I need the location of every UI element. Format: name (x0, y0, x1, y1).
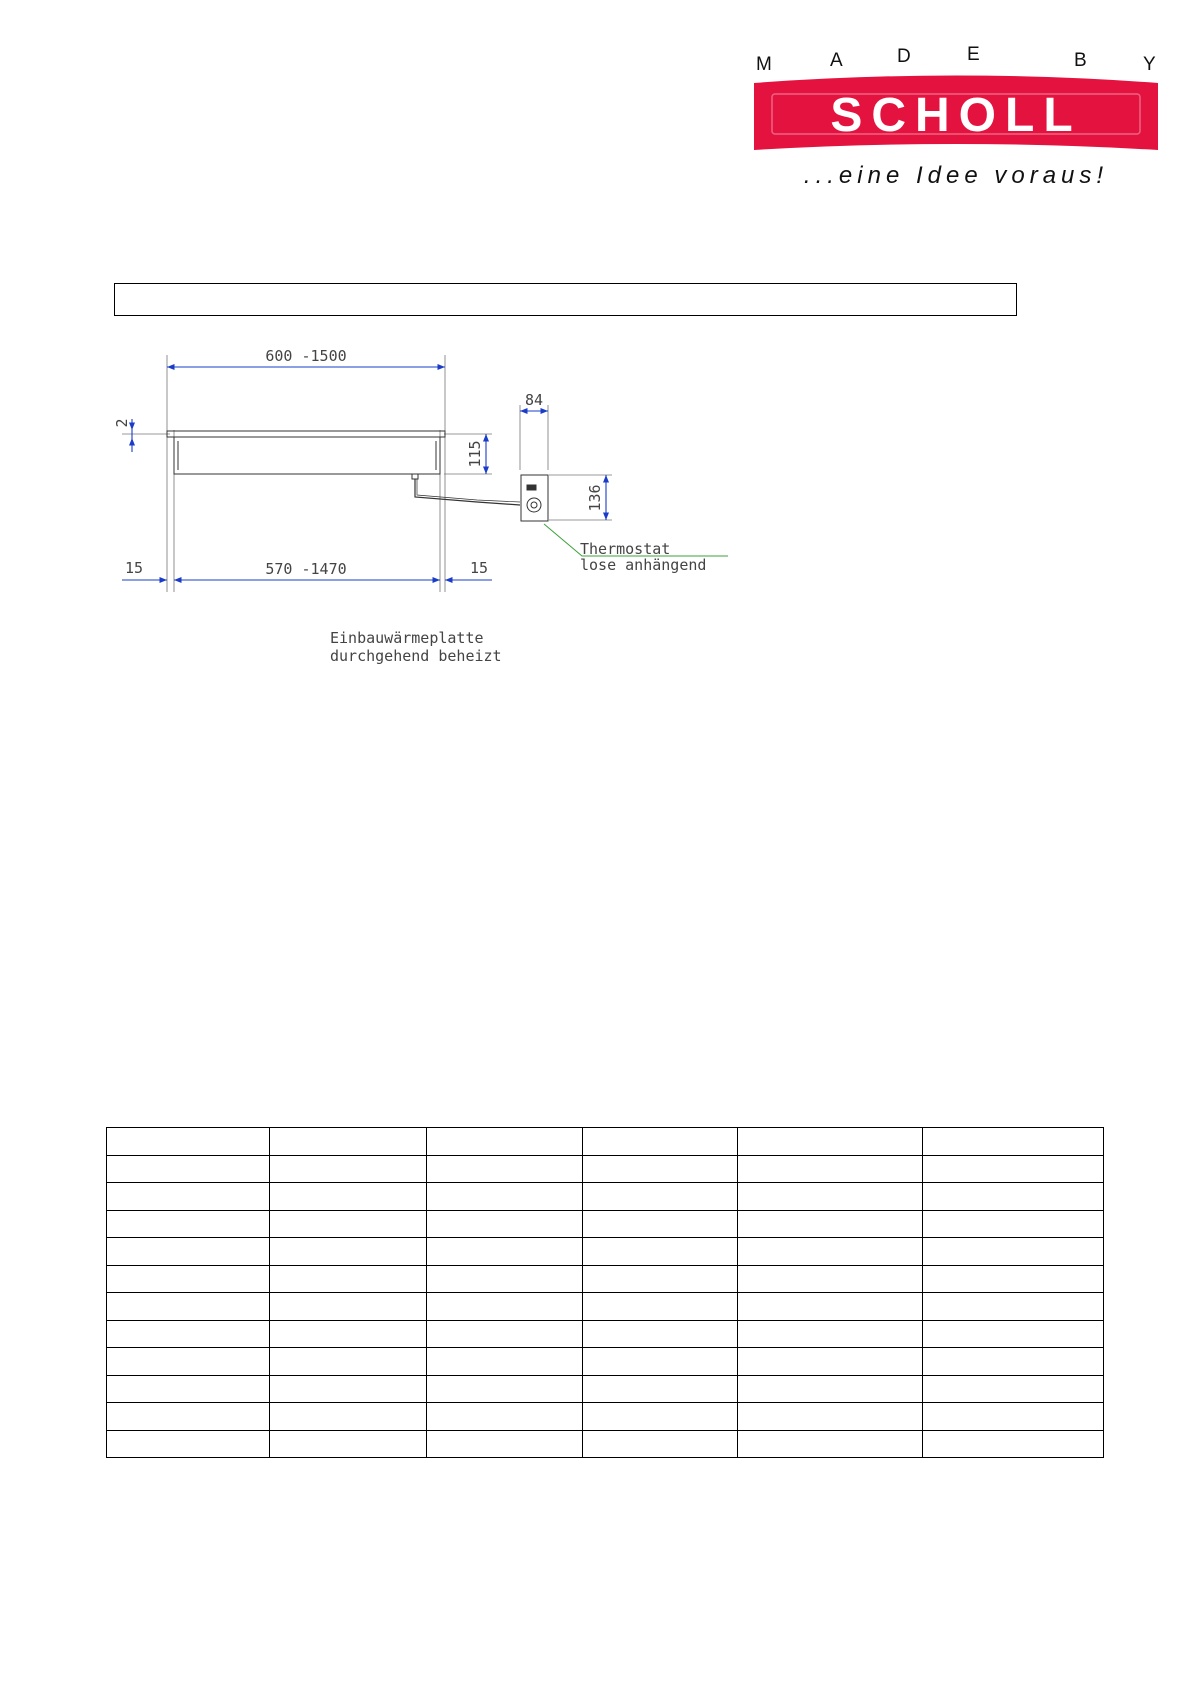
table-row (107, 1320, 1104, 1348)
table-row (107, 1183, 1104, 1211)
table-cell (427, 1128, 583, 1156)
table-cell (270, 1183, 427, 1211)
logo-letter-e: E (967, 44, 980, 65)
dim-box-width: 84 (524, 391, 544, 409)
table-cell (583, 1128, 738, 1156)
table-cell (427, 1403, 583, 1431)
table-cell (923, 1320, 1104, 1348)
table-row (107, 1430, 1104, 1458)
table-cell (738, 1430, 923, 1458)
table-cell (923, 1403, 1104, 1431)
table-cell (583, 1375, 738, 1403)
table-cell (427, 1348, 583, 1376)
table-cell (738, 1183, 923, 1211)
table-cell (107, 1128, 270, 1156)
table-row (107, 1155, 1104, 1183)
table-cell (583, 1320, 738, 1348)
table-cell (107, 1348, 270, 1376)
table-row (107, 1265, 1104, 1293)
table-cell (270, 1348, 427, 1376)
table-row (107, 1403, 1104, 1431)
logo-brand: SCHOLL (830, 89, 1082, 142)
table-cell (270, 1403, 427, 1431)
table-cell (738, 1375, 923, 1403)
warming-plate (167, 431, 445, 479)
table-row (107, 1238, 1104, 1266)
logo-letter-y: Y (1143, 54, 1156, 75)
table-cell (107, 1293, 270, 1321)
dim-cutout-width: 570 -1470 (265, 560, 347, 578)
caption-title: Einbauwärmeplatte (330, 629, 484, 647)
technical-drawing (112, 330, 752, 680)
dim-box-height: 136 (586, 484, 604, 512)
scholl-logo (746, 38, 1166, 196)
table-cell (583, 1265, 738, 1293)
table-cell (738, 1155, 923, 1183)
table-cell (738, 1403, 923, 1431)
table-cell (923, 1293, 1104, 1321)
table-cell (107, 1265, 270, 1293)
table-cell (923, 1128, 1104, 1156)
table-row (107, 1293, 1104, 1321)
table-cell (270, 1155, 427, 1183)
table-cell (738, 1238, 923, 1266)
table-cell (583, 1403, 738, 1431)
table-row (107, 1348, 1104, 1376)
table-cell (270, 1210, 427, 1238)
thermostat-label: Thermostat (580, 540, 671, 558)
table-cell (583, 1348, 738, 1376)
table-cell (427, 1375, 583, 1403)
dim-left-margin: 15 (124, 559, 144, 577)
table-cell (923, 1183, 1104, 1211)
table-cell (107, 1403, 270, 1431)
table-cell (107, 1155, 270, 1183)
table-cell (427, 1265, 583, 1293)
table-cell (738, 1320, 923, 1348)
table-cell (583, 1238, 738, 1266)
table-cell (583, 1210, 738, 1238)
logo-letter-b: B (1074, 50, 1087, 71)
table-cell (270, 1430, 427, 1458)
table-cell (923, 1348, 1104, 1376)
table-row (107, 1375, 1104, 1403)
table-cell (107, 1320, 270, 1348)
table-cell (107, 1183, 270, 1211)
table-cell (107, 1210, 270, 1238)
table-cell (583, 1155, 738, 1183)
table-cell (107, 1238, 270, 1266)
logo-tagline: ...eine Idee voraus! (803, 162, 1109, 189)
title-box (114, 283, 1017, 316)
table-cell (923, 1238, 1104, 1266)
thermostat-box (521, 475, 548, 521)
table-cell (923, 1155, 1104, 1183)
table-cell (583, 1183, 738, 1211)
table-cell (270, 1128, 427, 1156)
table-cell (427, 1293, 583, 1321)
table-cell (270, 1293, 427, 1321)
table-row (107, 1210, 1104, 1238)
table-cell (738, 1293, 923, 1321)
table-cell (107, 1430, 270, 1458)
caption-subtitle: durchgehend beheizt (330, 647, 502, 665)
dim-right-margin: 15 (469, 559, 489, 577)
logo-letter-m: M (756, 54, 772, 75)
thermostat-note: lose anhängend (580, 556, 707, 574)
table-cell (427, 1320, 583, 1348)
table-cell (427, 1430, 583, 1458)
dim-thickness: 2 (113, 418, 131, 428)
table-cell (583, 1293, 738, 1321)
table-cell (427, 1238, 583, 1266)
specification-table (106, 1127, 1104, 1458)
dim-depth: 115 (466, 440, 484, 468)
dim-top-width: 600 -1500 (265, 347, 347, 365)
table-cell (270, 1238, 427, 1266)
table-cell (270, 1375, 427, 1403)
table-row (107, 1128, 1104, 1156)
table-cell (738, 1128, 923, 1156)
table-cell (738, 1265, 923, 1293)
table-cell (923, 1375, 1104, 1403)
table-cell (270, 1265, 427, 1293)
table-cell (427, 1155, 583, 1183)
table-cell (270, 1320, 427, 1348)
table-cell (738, 1348, 923, 1376)
table-cell (923, 1210, 1104, 1238)
table-cell (427, 1210, 583, 1238)
table-cell (923, 1430, 1104, 1458)
table-cell (583, 1430, 738, 1458)
table-cell (923, 1265, 1104, 1293)
table-cell (738, 1210, 923, 1238)
table-cell (107, 1375, 270, 1403)
logo-letter-a: A (830, 50, 843, 71)
logo-letter-d: D (897, 46, 911, 67)
table-cell (427, 1183, 583, 1211)
